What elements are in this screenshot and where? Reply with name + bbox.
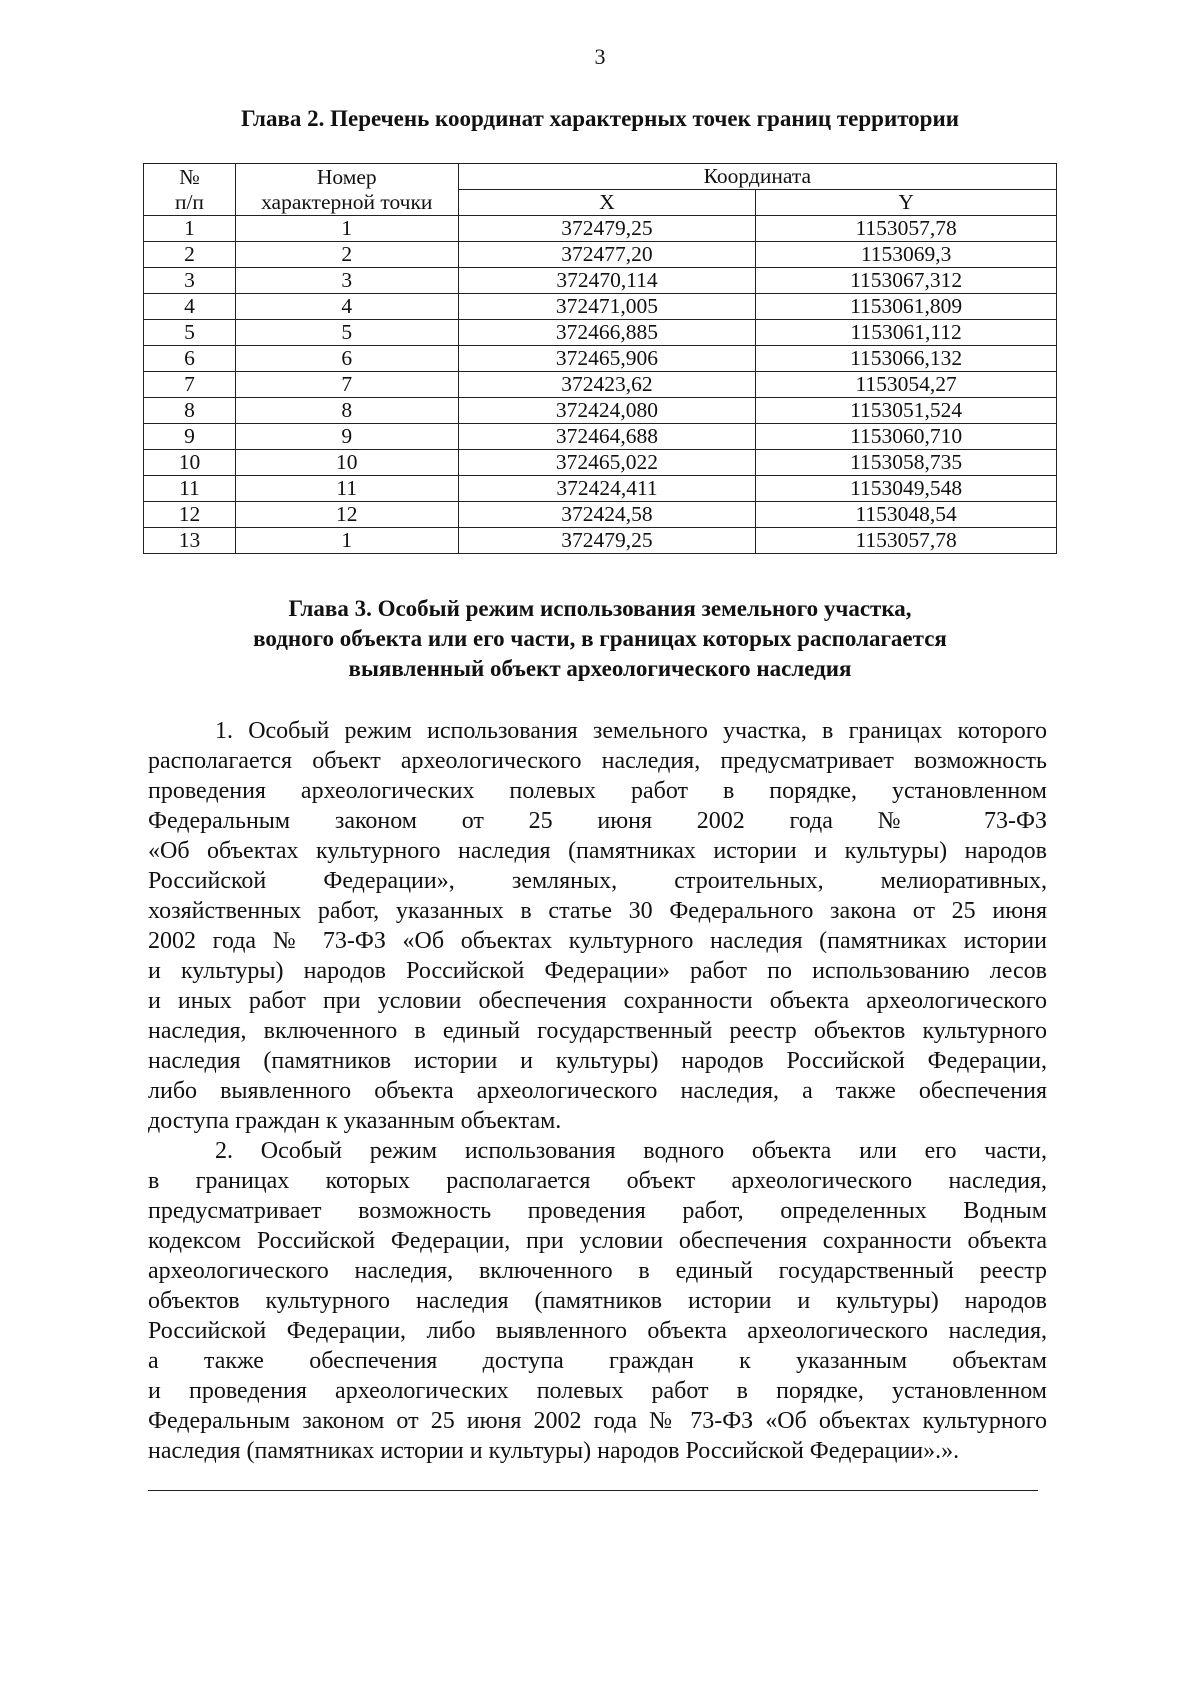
paragraph-2 [148,1136,1047,1466]
point-number: 1 [235,216,458,242]
point-number: 3 [235,268,458,294]
row-num: 2 [144,242,236,268]
text-line: хозяйственных работ, указанных в статье 30 Федерального закона от 25 июня [148,898,1047,924]
text-line: в границах которых располагается объект археологического наследия, [148,1168,1047,1194]
text-line: «Об объектах культурного наследия (памятниках истории и культуры) народов [148,838,1047,864]
table-row [144,294,1057,320]
text-line: Российской Федерации, либо выявленного объекта археологического наследия, [148,1318,1047,1344]
point-number: 6 [235,346,458,372]
coord-y: 1153057,78 [756,216,1057,242]
text-line: Федеральным законом от 25 июня 2002 года № 73-ФЗ [148,808,1047,834]
text-line: доступа граждан к указанным объектам. [148,1108,562,1134]
coord-x: 372424,080 [458,398,756,424]
table-row [144,320,1057,346]
point-number: 7 [235,372,458,398]
coord-y: 1153048,54 [756,502,1057,528]
table-row [144,502,1057,528]
text-line: а также обеспечения доступа граждан к указанным объектам [148,1348,1047,1374]
text-line: проведения археологических полевых работ в порядке, установленном [148,778,1047,804]
table-row [144,450,1057,476]
text-line: объектов культурного наследия (памятников истории и культуры) народов [148,1288,1047,1314]
coord-y: 1153057,78 [756,528,1057,554]
point-number: 8 [235,398,458,424]
coord-y: 1153058,735 [756,450,1057,476]
coord-x: 372470,114 [458,268,756,294]
header-num-line: п/п [174,189,204,214]
table-row [144,398,1057,424]
header-point-line: Номер [316,164,377,189]
point-number: 4 [235,294,458,320]
table-row [144,528,1057,554]
text-line: располагается объект археологического наследия, предусматривает возможность [148,748,1047,774]
table-row [144,268,1057,294]
row-num: 4 [144,294,236,320]
coord-x: 372424,58 [458,502,756,528]
coord-y: 1153054,27 [756,372,1057,398]
table-row [144,346,1057,372]
coord-x: 372465,022 [458,450,756,476]
row-num: 3 [144,268,236,294]
coord-y: 1153049,548 [756,476,1057,502]
text-line: 1. Особый режим использования земельного участка, в границах которого [215,718,1047,744]
coord-x: 372479,25 [458,528,756,554]
text-line: и иных работ при условии обеспечения сохранности объекта археологического [148,988,1047,1014]
row-num: 10 [144,450,236,476]
text-line: наследия (памятниках истории и культуры) народов Российской Федерации».». [148,1438,960,1464]
point-number: 12 [235,502,458,528]
header-x: X [458,190,756,216]
text-line: предусматривает возможность проведения работ, определенных Водным [148,1198,1047,1224]
chapter-2-title: Глава 2. Перечень координат характерных точек границ территории [241,106,959,131]
coord-x: 372464,688 [458,424,756,450]
text-line: археологического наследия, включенного в единый государственный реестр [148,1258,1047,1284]
point-number: 5 [235,320,458,346]
table-row [144,476,1057,502]
page-number: 3 [594,44,606,69]
table-row [144,242,1057,268]
text-line: наследия (памятников истории и культуры) народов Российской Федерации, [148,1048,1047,1074]
coord-x: 372466,885 [458,320,756,346]
text-line: и культуры) народов Российской Федерации» работ по использованию лесов [148,958,1047,984]
row-num: 1 [144,216,236,242]
chapter-3-title-line: Глава 3. Особый режим использования земельного участка, [288,596,912,621]
text-line: Российской Федерации», земляных, строительных, мелиоративных, [148,868,1047,894]
row-num: 7 [144,372,236,398]
header-num [144,164,236,216]
header-num-line: № [179,164,200,189]
header-point [235,164,458,216]
header-point-line: характерной точки [261,189,433,214]
coord-y: 1153060,710 [756,424,1057,450]
paragraph-1 [148,716,1047,1136]
point-number: 2 [235,242,458,268]
body-text [148,716,1047,1466]
table-row [144,372,1057,398]
chapter-3-title [0,594,1200,684]
text-line: Федеральным законом от 25 июня 2002 года № 73-ФЗ «Об объектах культурного [148,1408,1047,1434]
text-line: 2002 года № 73-ФЗ «Об объектах культурного наследия (памятниках истории [148,928,1047,954]
bottom-rule [148,1490,1038,1491]
point-number: 1 [235,528,458,554]
chapter-3-title-line: выявленный объект археологического наследия [348,656,852,681]
text-line: либо выявленного объекта археологического наследия, а также обеспечения [148,1078,1047,1104]
row-num: 5 [144,320,236,346]
point-number: 10 [235,450,458,476]
coord-x: 372423,62 [458,372,756,398]
coord-x: 372477,20 [458,242,756,268]
header-coordinate: Координата [458,164,1056,190]
point-number: 11 [235,476,458,502]
coord-x: 372471,005 [458,294,756,320]
row-num: 6 [144,346,236,372]
text-line: и проведения археологических полевых работ в порядке, установленном [148,1378,1047,1404]
coord-x: 372424,411 [458,476,756,502]
text-line: 2. Особый режим использования водного объекта или его части, [215,1138,1047,1164]
table-row [144,424,1057,450]
coord-y: 1153061,809 [756,294,1057,320]
coord-y: 1153069,3 [756,242,1057,268]
row-num: 13 [144,528,236,554]
coord-y: 1153051,524 [756,398,1057,424]
header-y: Y [756,190,1057,216]
chapter-3-title-line: водного объекта или его части, в границах которых располагается [253,626,947,651]
coordinates-table [143,163,1057,554]
coord-x: 372479,25 [458,216,756,242]
row-num: 9 [144,424,236,450]
coord-y: 1153067,312 [756,268,1057,294]
row-num: 12 [144,502,236,528]
point-number: 9 [235,424,458,450]
coord-x: 372465,906 [458,346,756,372]
coord-y: 1153061,112 [756,320,1057,346]
table-row [144,216,1057,242]
coord-y: 1153066,132 [756,346,1057,372]
row-num: 8 [144,398,236,424]
text-line: наследия, включенного в единый государственный реестр объектов культурного [148,1018,1047,1044]
row-num: 11 [144,476,236,502]
text-line: кодексом Российской Федерации, при условии обеспечения сохранности объекта [148,1228,1047,1254]
